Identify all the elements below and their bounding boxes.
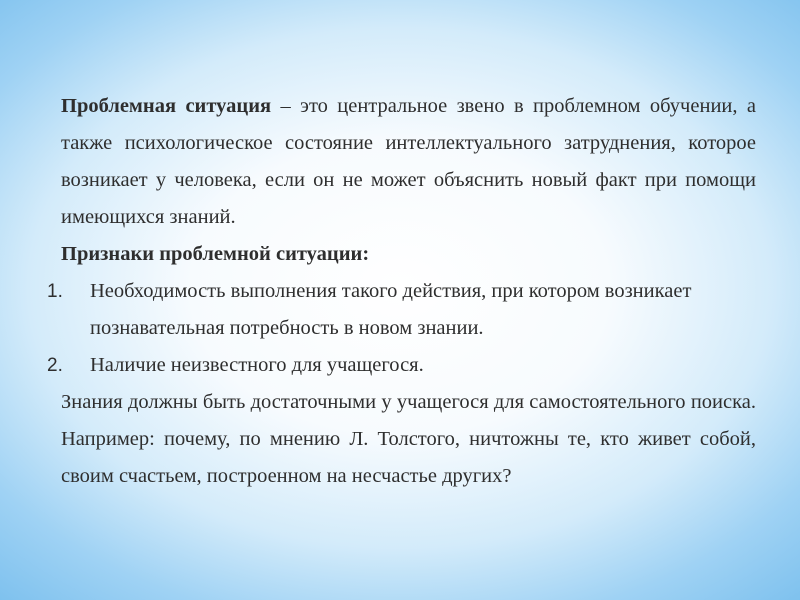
list-item-number: 1. (47, 281, 63, 302)
definition-term: Проблемная ситуация (61, 95, 272, 117)
signs-heading: Признаки проблемной ситуации: (61, 243, 370, 265)
slide-content (47, 88, 756, 495)
definition-paragraph (61, 88, 756, 236)
list-item (47, 273, 756, 347)
signs-list (47, 273, 756, 384)
list-item-text: Необходимость выполнения такого действия, при котором возникает познавательная потребность в новом знании. (90, 280, 692, 339)
knowledge-paragraph: Знания должны быть достаточными у учащегося для самостоятельного поиска. Например: почему, по мнению Л. Толстого, ничтожны те, кто живет собой, своим счастьем, построенном на несчастье других? (61, 391, 756, 487)
definition-text: – это центральное звено в проблемном обучении, а также психологическое состояние интеллектуального затруднения, которое возникает у человека, если он не может объяснить новый факт при помощи имеющихся знаний. (61, 95, 756, 228)
list-item-number: 2. (47, 355, 63, 376)
list-item (47, 347, 756, 384)
list-item-text: Наличие неизвестного для учащегося. (90, 354, 424, 376)
